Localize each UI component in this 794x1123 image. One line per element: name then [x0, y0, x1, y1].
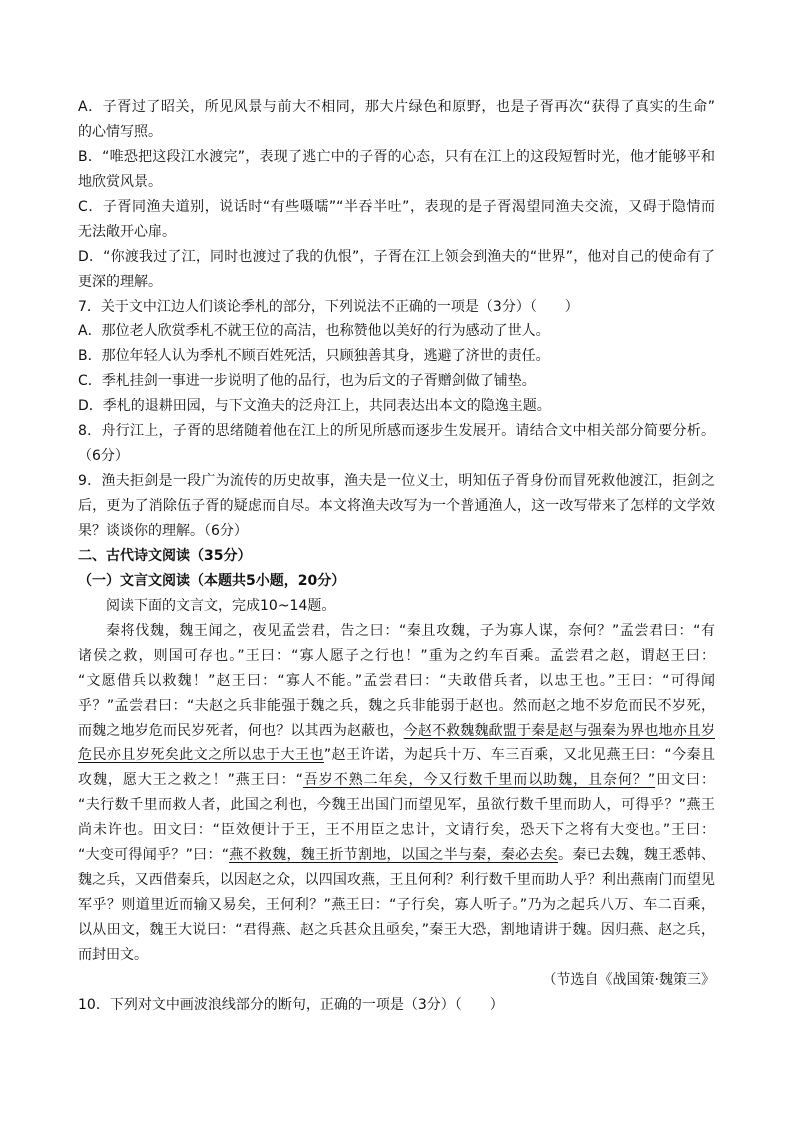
text-line: [78, 920, 715, 940]
question-8: [78, 421, 715, 441]
text-segment: 尚未许也。田文曰：“臣效便计于王，王不用臣之忠计，文请行矣，恐天下之将有大变也。”王曰：: [78, 822, 715, 839]
text-line: [78, 272, 715, 292]
text-segment: 以从田文，魏王大说曰：“君得燕、赵之兵甚众且亟矣，”秦王大恐，割地请讲于魏。因归燕、赵之兵，: [78, 922, 715, 939]
text-line: [78, 496, 715, 516]
underlined-passage: 危民亦且岁死矣此文之所以忠于大王也: [78, 747, 324, 764]
text-line: [78, 97, 715, 117]
text-segment: 。秦已去魏，魏王悉韩、: [558, 847, 716, 864]
question-7: [78, 297, 715, 317]
text-segment: 7．关于文中江边人们谈论季札的部分，下列说法不正确的一项是（3分）（ ）: [78, 298, 579, 315]
text-line: [78, 247, 715, 267]
text-segment: 9．渔夫拒剑是一段广为流传的历史故事，渔夫是一位义士，明知伍子胥身份而冒死救他渡江，拒剑之: [78, 473, 715, 490]
text-segment: 魏之兵，又西借秦兵，以因赵之众，以四国攻燕，王且何利？利行数千里而助人乎？利出燕南门而望见: [78, 872, 715, 889]
text-line: [78, 845, 715, 865]
text-segment: 攻魏，愿大王之救之！”燕王曰：“: [78, 772, 303, 789]
text-segment: “大变可得闻乎？”曰：“: [78, 847, 229, 864]
text-line: [78, 321, 715, 341]
text-segment: 诸侯之救，则国可存也。”王曰：“寡人愿子之行也！”重为之约车百乘。孟尝君之赵，谓赵王曰：: [78, 647, 715, 664]
text-segment: ”赵王许诺，为起兵十万、车三百乘，又北见燕王曰：“今秦且: [323, 747, 715, 764]
text-line: [78, 222, 715, 242]
text-segment: 秦将伐魏，魏王闻之，夜见孟尝君，告之曰：“秦且攻魏，子为寡人谋，奈何？”孟尝君曰：“有: [106, 622, 715, 639]
text-segment: 后，更为了消除伍子胥的疑虑而自尽。本文将渔夫改写为一个普通渔人，这一改写带来了怎样的文学效: [78, 498, 715, 515]
text-segment: （6分）: [78, 448, 129, 465]
text-line: [78, 122, 715, 142]
text-segment: 10．下列对文中画波浪线部分的断句，正确的一项是（3分）（ ）: [78, 996, 504, 1013]
text-segment: 田文曰：: [655, 772, 715, 789]
text-segment: A．那位老人欣赏季札不就王位的高洁，也称赞他以美好的行为感动了世人。: [78, 323, 550, 340]
text-line: [78, 745, 715, 765]
text-line: [78, 396, 715, 416]
text-line: [78, 371, 715, 391]
reading-instruction: [78, 596, 715, 616]
text-segment: 更深的理解。: [78, 273, 162, 290]
underlined-passage: 今赵不救魏魏歃盟于秦是赵与强秦为界也地亦且岁: [403, 722, 716, 739]
text-line: [78, 172, 715, 192]
text-line: [78, 671, 715, 691]
text-line: [78, 820, 715, 840]
text-segment: （节选自《战国策·魏策三》: [542, 971, 715, 988]
text-line: [78, 770, 715, 790]
text-line: [78, 346, 715, 366]
text-segment: （一）文言文阅读（本题共5小题，20分）: [78, 572, 346, 589]
text-line: [78, 446, 715, 466]
text-segment: “夫行数千里而救人者，此国之利也，今魏王出国门而望见军，虽欲行数千里而助人，可得乎？”燕王: [78, 797, 715, 814]
text-segment: 而封田文。: [78, 946, 148, 963]
text-line: [78, 521, 715, 541]
text-line: [78, 870, 715, 890]
text-line: [78, 721, 715, 741]
question-9: [78, 471, 715, 491]
text-segment: C．季札挂剑一事进一步说明了他的品行，也为后文的子胥赠剑做了铺垫。: [78, 373, 536, 390]
text-line: [78, 646, 715, 666]
section-heading: [78, 546, 715, 566]
text-segment: B．那位年轻人认为季札不顾百姓死活，只顾独善其身，逃避了济世的责任。: [78, 348, 550, 365]
text-segment: 无法敞开心扉。: [78, 223, 176, 240]
text-line: [78, 621, 715, 641]
text-line: [78, 147, 715, 167]
source-citation: [78, 970, 715, 990]
text-segment: B．“唯恐把这段江水渡完”，表现了逃亡中的子胥的心态，只有在江上的这段短暂时光，他才能够平和: [78, 148, 715, 165]
subsection-heading: [78, 571, 715, 591]
text-segment: 而魏之地岁危而民岁死者，何也？以其西为赵蔽也，: [78, 722, 404, 739]
underlined-passage: 燕不救魏，魏王折节割地，以国之半与秦，秦必去矣: [229, 847, 559, 864]
text-segment: 的心情写照。: [78, 123, 162, 140]
text-segment: 8．舟行江上，子胥的思绪随着他在江上的所见所感而逐步生发展开。请结合文中相关部分简要分析。: [78, 423, 715, 440]
text-line: [78, 696, 715, 716]
text-segment: “文愿借兵以救魏！”赵王曰：“寡人不能。”孟尝君曰：“夫敢借兵者，以忠王也。”王曰：“可得闻: [78, 672, 715, 689]
text-segment: 二、古代诗文阅读（35分）: [78, 547, 252, 564]
text-segment: A．子胥过了昭关，所见风景与前大不相同，那大片绿色和原野，也是子胥再次“获得了真实的生命”: [78, 99, 715, 115]
text-segment: 阅读下面的文言文，完成10~14题。: [106, 597, 336, 614]
text-line: [78, 197, 715, 217]
underlined-passage: 吾岁不熟二年矣，今又行数千里而以助魏，且奈何？”: [302, 772, 656, 789]
text-segment: 乎？”孟尝君曰：“夫赵之兵非能强于魏之兵，魏之兵非能弱于赵也。然而赵之地不岁危而民不岁死，: [78, 697, 715, 714]
text-line: [78, 945, 715, 965]
question-10: [78, 995, 715, 1015]
text-segment: C．子胥同渔夫道别，说话时“有些嗫嚅”“半吞半吐”，表现的是子胥渴望同渔夫交流，又碍于隐情而: [78, 198, 715, 215]
text-segment: D．“你渡我过了江，同时也渡过了我的仇恨”，子胥在江上领会到渔夫的“世界”，他对自己的使命有了: [78, 248, 715, 265]
text-segment: 军乎？则道里近而输又易矣，王何利？”燕王曰：“子行矣，寡人听子。”乃为之起兵八万、车二百乘，: [78, 897, 715, 914]
text-segment: D．季札的退耕田园，与下文渔夫的泛舟江上，共同表达出本文的隐逸主题。: [78, 398, 551, 415]
text-segment: 果？谈谈你的理解。（6分）: [78, 522, 248, 539]
text-line: [78, 795, 715, 815]
text-line: [78, 895, 715, 915]
text-segment: 地欣赏风景。: [78, 173, 162, 190]
